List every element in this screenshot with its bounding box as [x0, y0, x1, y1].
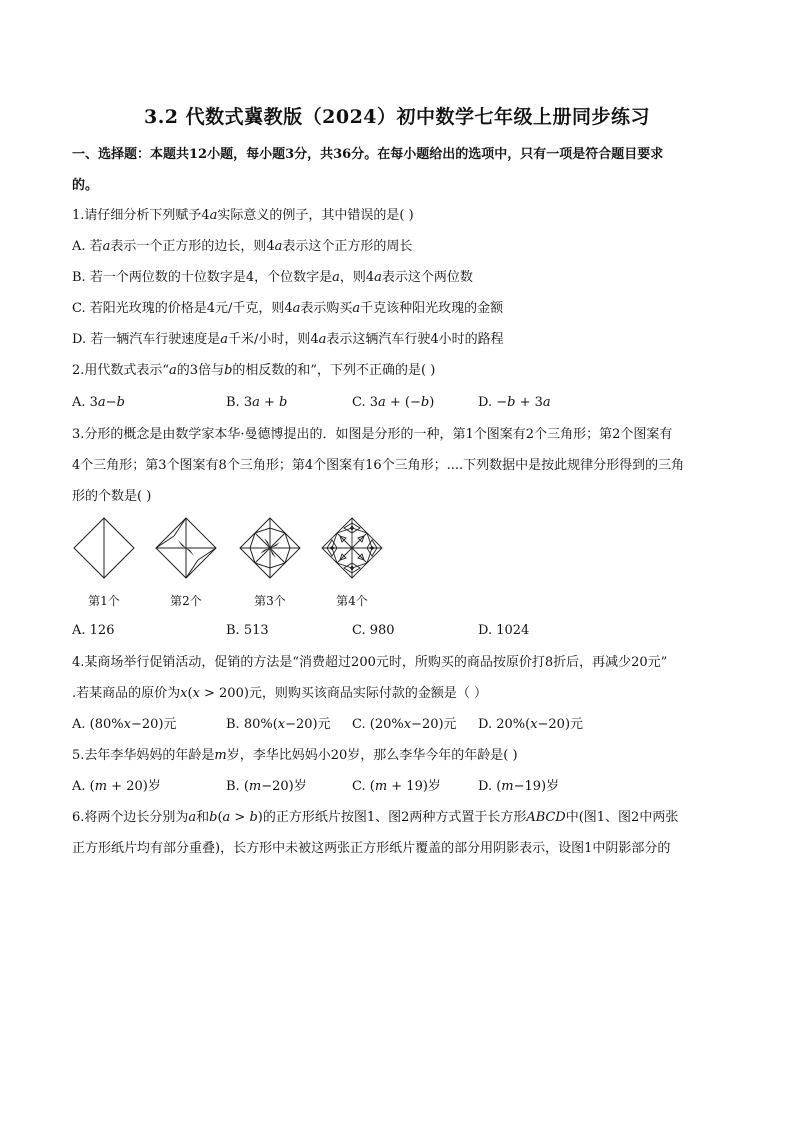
question-2-option-c: C. 3𝑎 + (−𝑏) — [352, 395, 435, 410]
question-1-option-b: B. 若一个两位数的十位数字是4，个位数字是𝑎，则4𝑎表示这个两位数 — [72, 270, 473, 285]
question-3-line1: 3.分形的概念是由数学家本华·曼德博提出的．如图是分形的一种，第1个图案有2个三角形；第2个图案有 — [72, 427, 673, 442]
question-2-option-b: B. 3𝑎 + 𝑏 — [226, 395, 288, 410]
figure-caption-2: 第2个 — [170, 594, 202, 608]
figure-caption-4: 第4个 — [336, 594, 368, 608]
question-5-option-a: A. (𝑚 + 20)岁 — [72, 779, 161, 794]
fractal-figure-4 — [320, 516, 384, 580]
question-4-option-b: B. 80%(𝑥−20)元 — [226, 717, 331, 732]
question-4-option-d: D. 20%(𝑥−20)元 — [478, 717, 584, 732]
question-3-line3: 形的个数是( ) — [72, 489, 152, 504]
question-4-line2: .若某商品的原价为𝑥(𝑥 > 200)元，则购买该商品实际付款的金额是（ ） — [72, 686, 488, 701]
question-1-option-c: C. 若阳光玫瑰的价格是4元/千克，则4𝑎表示购买𝑎千克该种阳光玫瑰的金额 — [72, 301, 504, 316]
question-1-option-a: A. 若𝑎表示一个正方形的边长，则4𝑎表示这个正方形的周长 — [72, 239, 413, 254]
question-5-option-b: B. (𝑚−20)岁 — [226, 779, 307, 794]
fractal-figure-1 — [72, 516, 136, 580]
fractal-figure-2 — [154, 516, 218, 580]
question-2-option-d: D. −𝑏 + 3𝑎 — [478, 395, 551, 410]
question-5-option-d: D. (𝑚−19)岁 — [478, 779, 560, 794]
question-3-option-b: B. 513 — [226, 623, 269, 638]
fractal-figures — [72, 516, 392, 612]
question-6-line1: 6.将两个边长分别为𝑎和𝑏(𝑎 > 𝑏)的正方形纸片按图1、图2两种方式置于长方形𝐴𝐵𝐶𝐷中(图1、图2中两张 — [72, 810, 679, 825]
question-1-stem: 1.请仔细分析下列赋予4𝑎实际意义的例子，其中错误的是( ) — [72, 208, 414, 223]
question-3-option-d: D. 1024 — [478, 623, 530, 638]
question-4-option-a: A. (80%𝑥−20)元 — [72, 717, 177, 732]
figure-caption-3: 第3个 — [254, 594, 286, 608]
fractal-figure-3 — [238, 516, 302, 580]
question-5-option-c: C. (𝑚 + 19)岁 — [352, 779, 441, 794]
question-3-line2: 4个三角形；第3个图案有8个三角形；第4个图案有16个三角形；....下列数据中是按此规律分形得到的三角 — [72, 458, 685, 473]
page-title: 3.2 代数式冀教版（2024）初中数学七年级上册同步练习 — [143, 106, 651, 128]
question-1-option-d: D. 若一辆汽车行驶速度是𝑎千米/小时，则4𝑎表示这辆汽车行驶4小时的路程 — [72, 332, 504, 347]
section-instructions-line2: 的。 — [72, 178, 99, 193]
question-3-option-a: A. 126 — [72, 623, 115, 638]
question-4-option-c: C. (20%𝑥−20)元 — [352, 717, 457, 732]
question-2-stem: 2.用代数式表示“𝑎的3倍与𝑏的相反数的和”，下列不正确的是( ) — [72, 363, 436, 378]
question-4-line1: 4.某商场举行促销活动，促销的方法是“消费超过200元时，所购买的商品按原价打8折后，再减少20元” — [72, 655, 668, 670]
question-6-line2: 正方形纸片均有部分重叠)，长方形中未被这两张正方形纸片覆盖的部分用阴影表示，设图1中阴影部分的 — [72, 841, 671, 856]
figure-caption-1: 第1个 — [88, 594, 120, 608]
section-instructions-line1: 一、选择题：本题共12小题，每小题3分，共36分。在每小题给出的选项中，只有一项是符合题目要求 — [72, 147, 664, 162]
question-2-option-a: A. 3𝑎−𝑏 — [72, 395, 125, 410]
question-3-option-c: C. 980 — [352, 623, 395, 638]
question-5-stem: 5.去年李华妈妈的年龄是𝑚岁，李华比妈妈小20岁，那么李华今年的年龄是( ) — [72, 748, 518, 763]
